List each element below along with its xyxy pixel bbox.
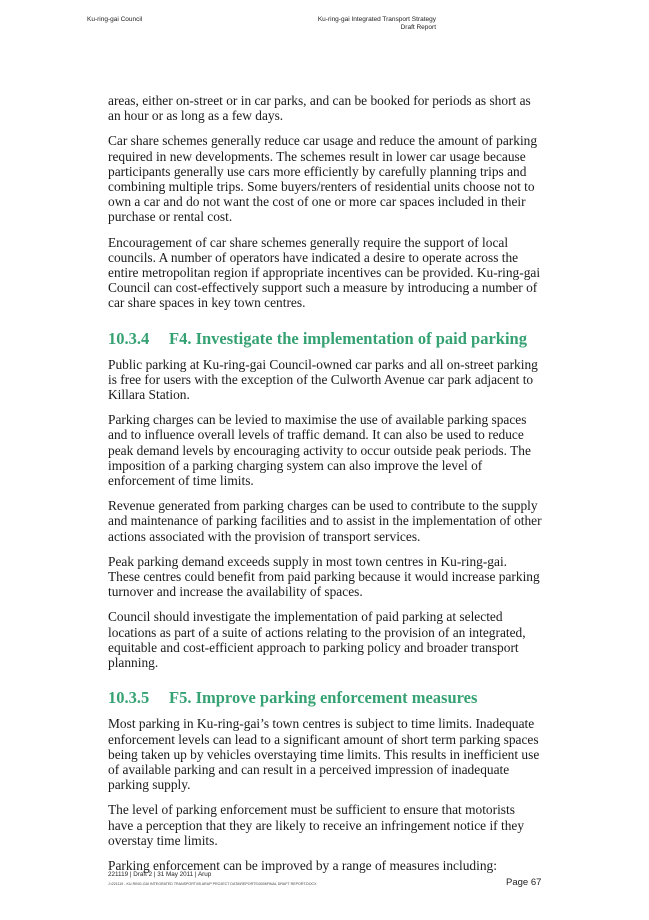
paragraph: Revenue generated from parking charges can be used to contribute to the supply and maintenance of parking facilities and to assist in the implementation of other actions associated with the provision of transport services.	[108, 498, 542, 544]
paragraph: Council should investigate the implementation of paid parking at selected locations as part of a suite of actions relating to the provision of an integrated, equitable and cost-efficient approach to parking policy and broader transport planning.	[108, 609, 526, 671]
page-number: Page 67	[506, 877, 542, 888]
header-organization: Ku-ring-gai Council	[87, 16, 143, 23]
paragraph: Peak parking demand exceeds supply in most town centres in Ku-ring-gai. These centres could benefit from paid parking because it would increase parking turnover and increase the availability of spaces.	[108, 553, 540, 600]
footer-document-meta: 221119 | Draft 2 | 31 May 2011 | Arup	[108, 871, 212, 878]
section-title: F4. Investigate the implementation of paid parking	[169, 328, 527, 348]
page-body	[108, 93, 542, 883]
section-number: 10.3.5	[108, 688, 150, 708]
paragraph: Car share schemes generally reduce car usage and reduce the amount of parking required in new developments. The schemes result in lower car usage because participants generally use cars more efficiently by carefully planning trips and combining multiple trips. Some buyers/renters of residential units choose not to own a car and do not want the cost of one or more car spaces included in their purchase or rental cost.	[108, 133, 538, 225]
paragraph: Public parking at Ku-ring-gai Council-owned car parks and all on-street parking is free for users with the exception of the Culworth Avenue car park adjacent to Killara Station.	[108, 356, 538, 403]
paragraph: Parking charges can be levied to maximise the use of available parking spaces and to influence overall levels of traffic demand. It can also be used to reduce peak demand levels by encouraging activity to occur outside peak periods. The imposition of a parking charging system can also improve the level of enforcement of time limits.	[108, 412, 531, 489]
paragraph: Encouragement of car share schemes generally require the support of local councils. A number of operators have indicated a desire to operate across the entire metropolitan region if appropriate incentives can be provided. Ku-ring-gai Council can cost-effectively support such a measure by introducing a number of car share spaces in key town centres.	[108, 234, 541, 311]
section-title: F5. Improve parking enforcement measures	[169, 688, 478, 708]
section-number: 10.3.4	[108, 328, 150, 348]
section-heading-10-3-5	[108, 689, 542, 707]
paragraph: Parking enforcement can be improved by a range of measures including:	[108, 857, 497, 873]
footer-file-path: J:\221119 - KU-RING-GAI INTEGRATED TRANSPORT\05 ARUP PROJECT DATA\REPORTS\0006FINAL DRAFT REPORT.DOCX	[108, 882, 317, 886]
header-document-title	[318, 16, 436, 32]
paragraph: Most parking in Ku-ring-gai’s town centres is subject to time limits. Inadequate enforcement levels can lead to a significant amount of short term parking spaces being taken up by vehicles overstaying time limits. This results in inefficient use of available parking and can result in a perceived impression of inadequate parking supply.	[108, 716, 540, 793]
paragraph: The level of parking enforcement must be sufficient to ensure that motorists have a perception that they are likely to receive an infringement notice if they overstay time limits.	[108, 802, 525, 848]
header-title-line: Ku-ring-gai Integrated Transport Strategy	[317, 16, 436, 23]
section-heading-10-3-4	[108, 330, 542, 348]
header-subtitle-line: Draft Report	[400, 24, 436, 31]
paragraph: areas, either on-street or in car parks, and can be booked for periods as short as an hour or as long as a few days.	[108, 93, 531, 124]
